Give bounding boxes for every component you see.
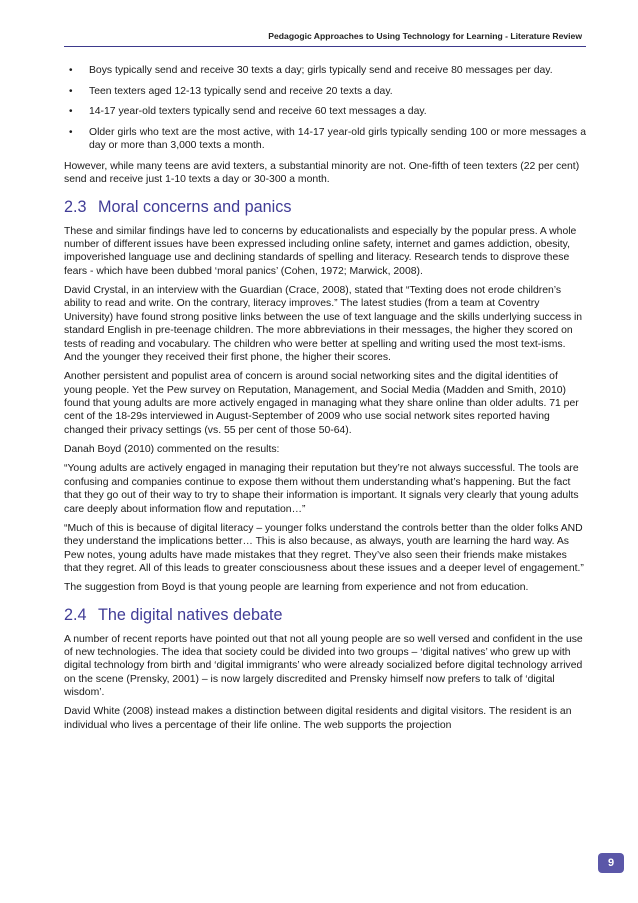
list-item: • 14-17 year-old texters typically send and receive 60 text messages a day. xyxy=(69,106,427,118)
body-paragraph: The suggestion from Boyd is that young people are learning from experience and not from education. xyxy=(64,582,529,594)
bullet-icon: • xyxy=(69,126,73,138)
statistics-bullet-list xyxy=(64,64,586,153)
body-paragraph: A number of recent reports have pointed out that not all young people are so well versed and confident in the use of new technologies. The idea that society could be divided into two groups – ‘digital natives’ who grew up with digital technology from birth and ‘digital immigrants’ who were already socialized before digital technology arrived on the scene (Prensky, 2001) – is now largely discredited and Prensky himself now prefers to talk of ‘digital wisdom’. xyxy=(64,633,583,699)
body-paragraph: Danah Boyd (2010) commented on the results: xyxy=(64,444,280,456)
page-content xyxy=(64,58,586,738)
section-number: 2.3 xyxy=(64,197,87,216)
section-heading-2-3 xyxy=(64,197,586,217)
body-paragraph: These and similar findings have led to concerns by educationalists and especially by the popular press. A whole number of different issues have been expressed including online safety, internet and games addiction, obesity, impoverished language use and declining standards of spelling and literacy. Research tends to disprove these fears - which have been dubbed ‘moral panics’ (Cohen, 1972; Marwick, 2008). xyxy=(64,225,577,277)
running-header: Pedagogic Approaches to Using Technology for Learning - Literature Review xyxy=(268,31,582,41)
bullet-icon: • xyxy=(69,65,73,76)
bullet-icon: • xyxy=(69,85,73,97)
page-number-badge: 9 xyxy=(598,853,624,873)
list-item: • Teen texters aged 12-13 typically send and receive 20 texts a day. xyxy=(69,85,393,97)
quote-paragraph: “Young adults are actively engaged in managing their reputation but they’re not always successful. The tools are confusing and companies continue to expose them without them understanding what’s happening. But the fact that they go out of their way to try to shape their information is important. It signals very clearly that young adults care deeply about information flow and reputation…” xyxy=(64,463,579,515)
section-number: 2.4 xyxy=(64,605,87,624)
body-paragraph: David Crystal, in an interview with the Guardian (Crace, 2008), stated that “Texting does not erode children’s ability to read and write. On the contrary, literacy improves.” The latest studies (from a team at Coventry University) have found strong positive links between the use of text language and the skills underlying success in standard English in pre-teenage children. The more abbreviations in their messages, the higher they scored on tests of reading and vocabulary. The children who were better at spelling and writing used the most text-isms. And the younger they received their first phone, the higher their scores. xyxy=(64,285,583,364)
body-paragraph: David White (2008) instead makes a distinction between digital residents and digital visitors. The resident is an individual who lives a percentage of their life online. The web supports the projection xyxy=(64,706,572,731)
section-heading-2-4 xyxy=(64,605,586,625)
list-item: • Boys typically send and receive 30 texts a day; girls typically send and receive 80 messages per day. xyxy=(69,65,553,76)
list-item: • Older girls who text are the most active, with 14-17 year-old girls typically sending 100 or more messages a day or more than 3,000 texts a month. xyxy=(69,126,586,152)
bullet-icon: • xyxy=(69,106,73,118)
body-paragraph: However, while many teens are avid texters, a substantial minority are not. One-fifth of teen texters (22 per cent) send and receive just 1-10 texts a day or 30-300 a month. xyxy=(64,160,580,186)
section-title: The digital natives debate xyxy=(98,605,283,624)
body-paragraph: Another persistent and populist area of concern is around social networking sites and the digital identities of young people. Yet the Pew survey on Reputation, Management, and Social Media (Madden and Smith, 2010) found that young adults are more actively engaged in managing what they share online than older adults. 71 per cent of the 18-29s interviewed in August-September of 2009 who use social network sites reported having changed their privacy settings (vs. 55 per cent of those 50-64). xyxy=(64,371,579,436)
quote-paragraph: “Much of this is because of digital literacy – younger folks understand the controls better than the older folks AND they understand the implications better… This is also because, as always, youth are learning the hard way. As Pew notes, young adults have made mistakes that they regret. They’ve also seen their friends make mistakes that they regret. All of this leads to greater consciousness about these issues and a deeper level of engagement.” xyxy=(64,522,584,574)
section-title: Moral concerns and panics xyxy=(98,197,292,216)
header-divider xyxy=(64,46,586,47)
